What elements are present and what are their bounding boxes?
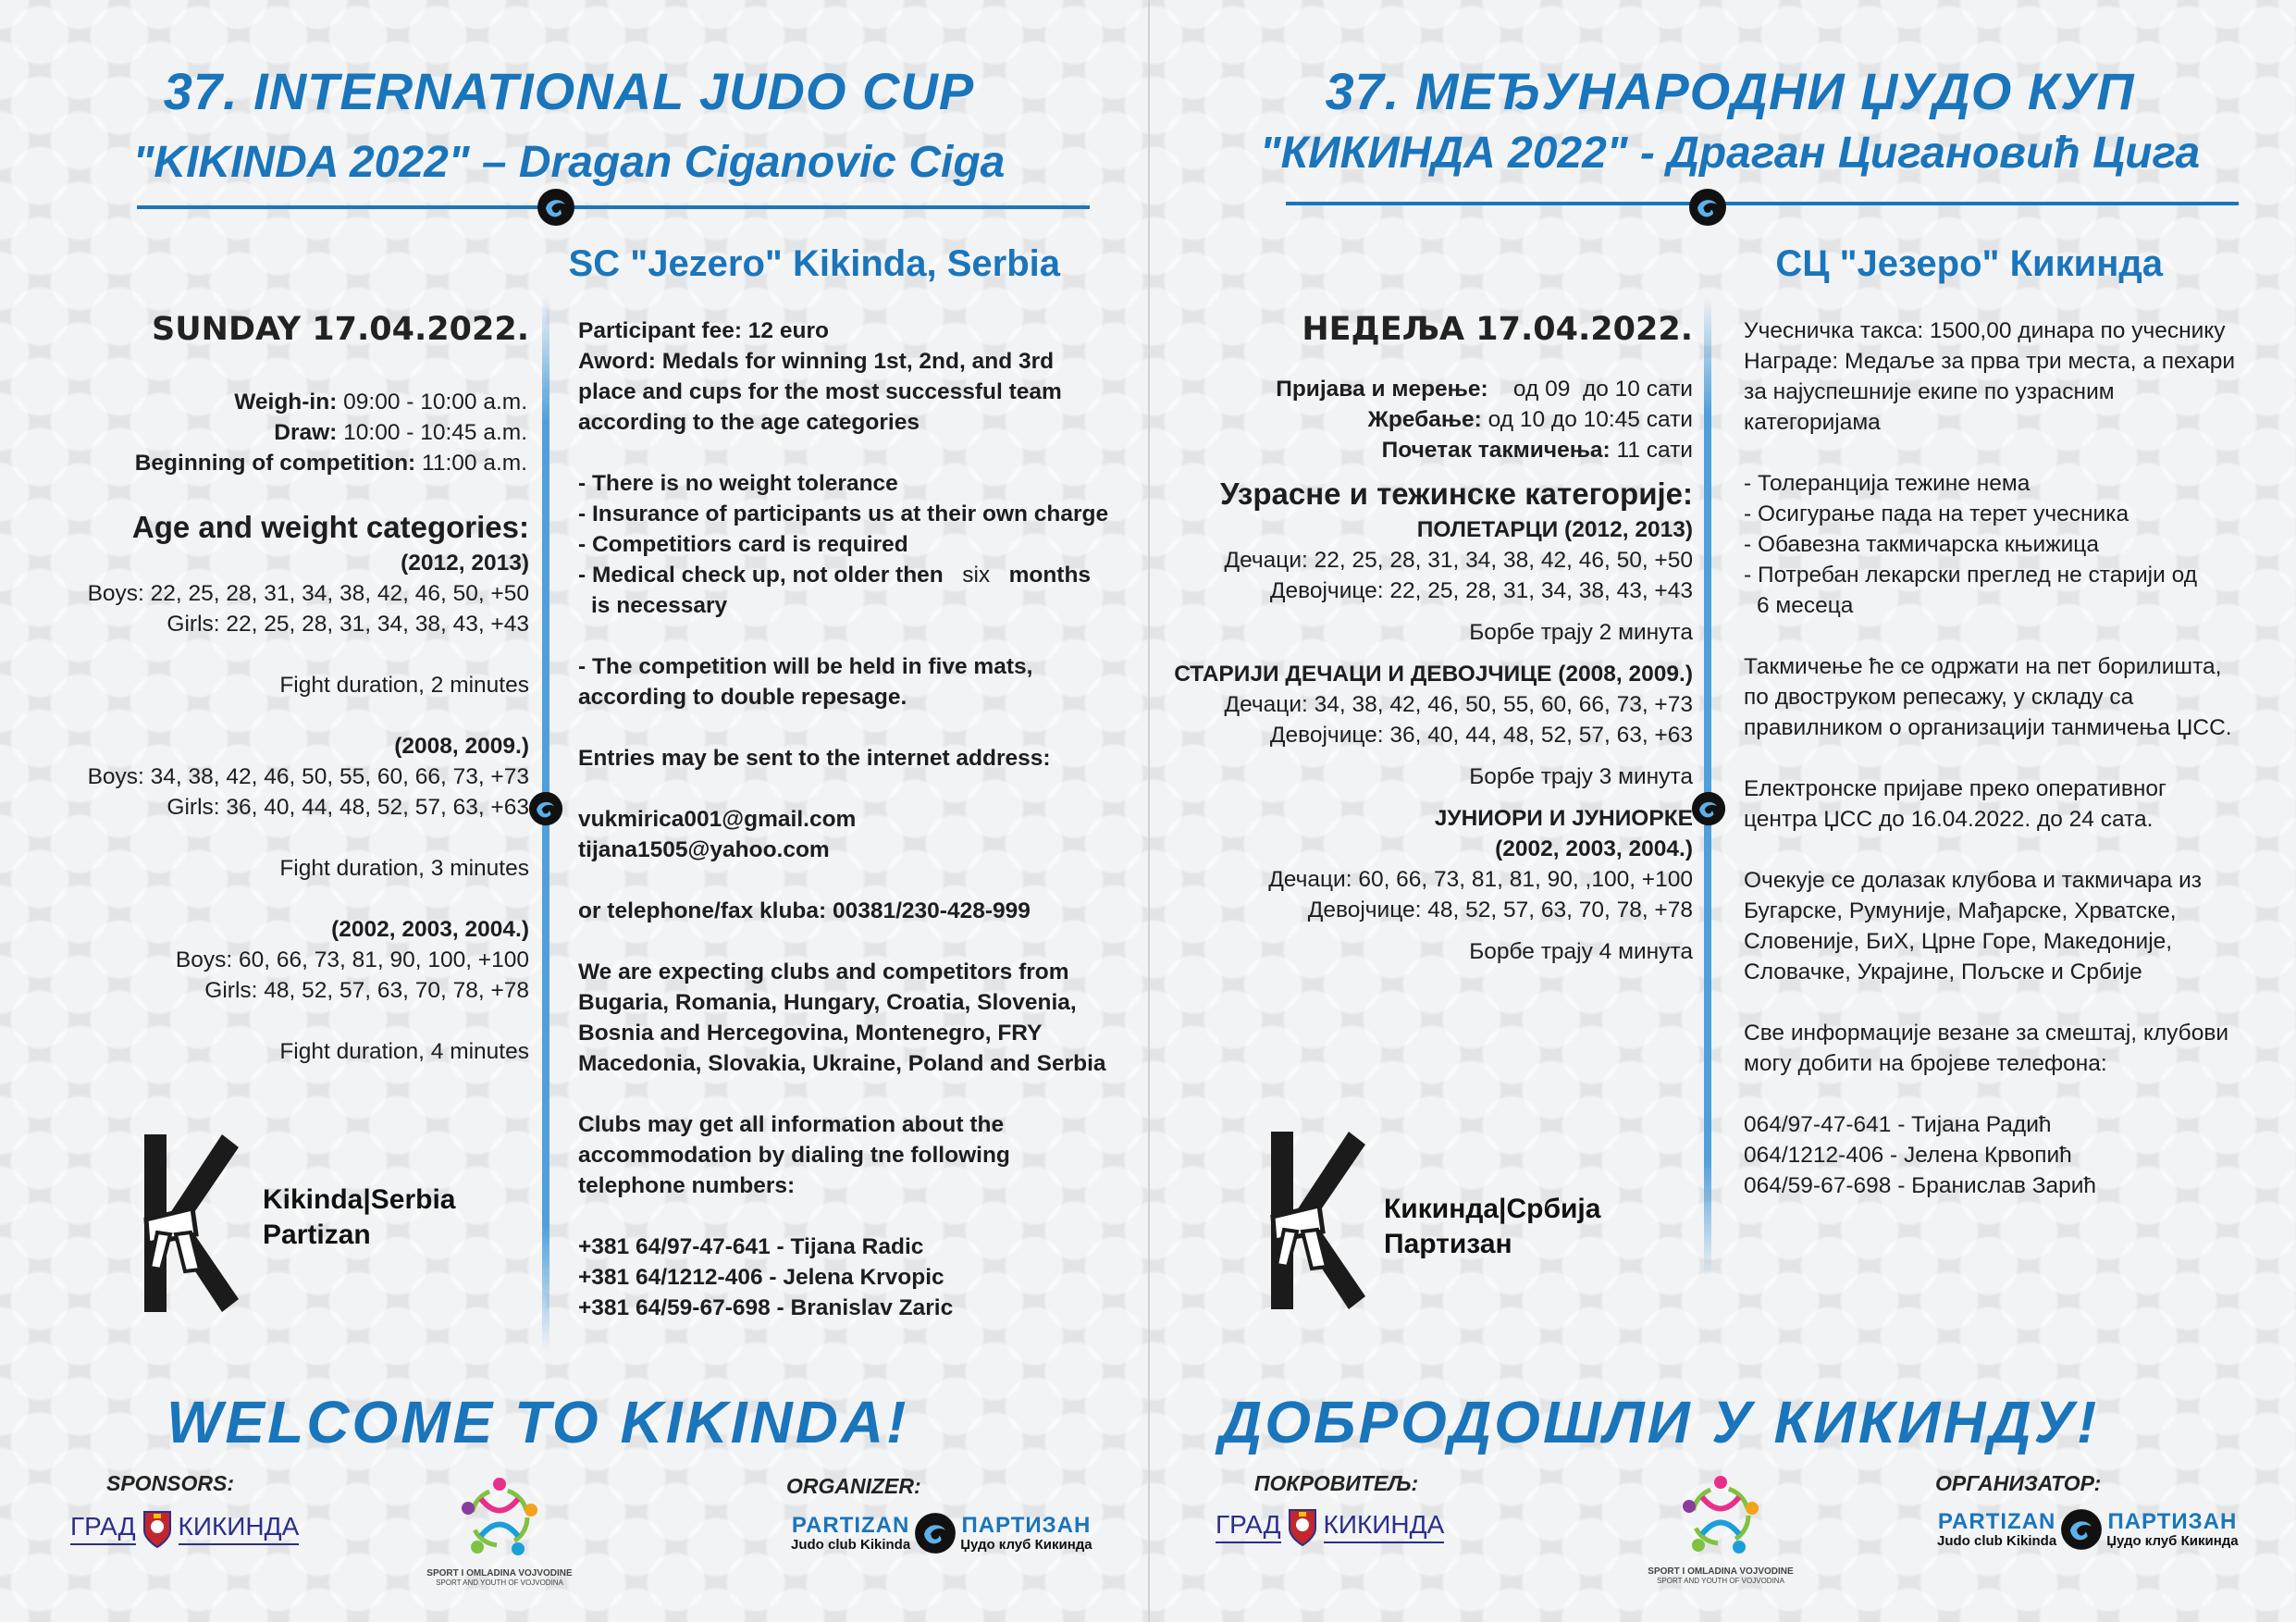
grad-kikinda-logo: [70, 1508, 299, 1549]
grad-text: ГРАД: [70, 1512, 136, 1545]
right-sponsors-label: ПОКРОВИТЕЉ:: [1254, 1471, 1419, 1495]
expect-text: We are expecting clubs and competitors from: [578, 960, 1069, 984]
clubs-text: могу добити на бројеве телефона:: [1744, 1051, 2107, 1076]
draw-value: од 10 до 10:45 сати: [1481, 407, 1693, 432]
sport-omladina-icon: [1674, 1469, 1767, 1562]
judo-emblem-icon: [1688, 188, 1727, 227]
rule-text: - There is no weight tolerance: [578, 471, 898, 496]
right-organizer-logo: [1937, 1508, 2239, 1551]
left-date: SUNDAY 17.04.2022.: [152, 311, 529, 348]
fee-text: Participant fee: 12 euro: [578, 318, 829, 343]
expect-text: Bosnia and Hercegovina, Montenegro, FRY: [578, 1021, 1043, 1046]
rule-text: - Осигурање пада на терет учесника: [1744, 501, 2129, 526]
group-boys: Дечаци: 60, 66, 73, 81, 81, 90, ,100, +100: [1268, 867, 1693, 892]
left-title-rule: [137, 205, 1090, 209]
group-boys: Дечаци: 22, 25, 28, 31, 34, 38, 42, 46, 50, +50: [1224, 548, 1693, 573]
group-years: (2002, 2003, 2004.): [1495, 836, 1693, 861]
group-girls: Девојчице: 36, 40, 44, 48, 52, 57, 63, +63: [1269, 723, 1693, 748]
draw-label: Жребање:: [1367, 407, 1482, 432]
rule-text: - Потребан лекарски преглед не старији од: [1744, 563, 2197, 588]
clubs-text: telephone numbers:: [578, 1173, 796, 1198]
categories-heading: Age and weight categories:: [131, 510, 529, 544]
org-sub: Judo club Kikinda: [1937, 1533, 2057, 1549]
group-years: (2012, 2013): [401, 551, 529, 576]
weigh-in-label: Пријава и мерење:: [1276, 377, 1488, 402]
left-organizer-label: ORGANIZER:: [786, 1474, 921, 1498]
grad-kikinda-logo: [1216, 1506, 1444, 1547]
group-girls: Girls: 22, 25, 28, 31, 34, 38, 43, +43: [167, 612, 529, 637]
contact-text: 064/59-67-698 - Бранислав Зарић: [1744, 1173, 2097, 1198]
rule-text: six: [962, 563, 991, 588]
judo-emblem-icon: [537, 188, 575, 227]
weigh-in-label: Weigh-in:: [234, 390, 338, 415]
left-title: 37. INTERNATIONAL JUDO CUP: [163, 62, 975, 120]
grad-text: ГРАД: [1216, 1510, 1281, 1543]
expect-text: Словеније, БиХ, Црне Горе, Македоније,: [1744, 929, 2173, 954]
org-name: ПАРТИЗАН: [2107, 1509, 2238, 1534]
entries-text: Електронске пријаве преко оперативног: [1744, 776, 2166, 801]
org-name: PARTIZAN: [1937, 1509, 2056, 1534]
rule-text: - Insurance of participants us at their own charge: [578, 501, 1109, 526]
logo-line: Кикинда|Србија: [1384, 1194, 1601, 1224]
award-text: according to the age categories: [578, 410, 920, 435]
sov-text: SPORT I OMLADINA VOJVODINE: [1648, 1566, 1794, 1577]
contact-text: +381 64/97-47-641 - Tijana Radic: [578, 1234, 924, 1259]
right-welcome: ДОБРОДОШЛИ У КИКИНДУ!: [1219, 1389, 2100, 1455]
draw-label: Draw:: [274, 420, 338, 445]
right-title-rule: [1286, 202, 2239, 205]
expect-text: Очекује се долазак клубова и такмичара из: [1744, 868, 2202, 893]
group-girls: Girls: 48, 52, 57, 63, 70, 78, +78: [204, 978, 529, 1003]
group-boys: Boys: 60, 66, 73, 81, 90, 100, +100: [175, 947, 529, 972]
right-info: [1744, 316, 2235, 1201]
email-link[interactable]: vukmirica001@gmail.com: [578, 807, 857, 832]
logo-line: Партизан: [1384, 1229, 1512, 1259]
judo-emblem-icon: [2060, 1508, 2103, 1551]
award-text: Aword: Medals for winning 1st, 2nd, and 3rd: [578, 349, 1055, 374]
org-sub: Џудо клуб Кикинда: [2106, 1533, 2239, 1549]
sport-omladina-logo: [407, 1471, 592, 1587]
group-years: СТАРИЈИ ДЕЧАЦИ И ДЕВОЈЧИЦЕ (2008, 2009.): [1174, 662, 1693, 687]
right-schedule: [1276, 374, 1693, 465]
grad-text: КИКИНДА: [179, 1512, 300, 1545]
expect-text: Bugaria, Romania, Hungary, Croatia, Slovenia,: [578, 990, 1077, 1015]
right-club-name: СЦ "Језеро" Кикинда: [1775, 243, 2163, 284]
group-years: ЈУНИОРИ И ЈУНИОРКЕ: [1434, 806, 1693, 831]
logo-line: Kikinda|Serbia: [263, 1184, 456, 1215]
rule-text: is necessary: [591, 593, 728, 618]
org-sub: Џудо клуб Кикинда: [960, 1537, 1092, 1553]
award-text: категоријама: [1744, 410, 1881, 435]
right-date: НЕДЕЉА 17.04.2022.: [1302, 311, 1693, 348]
expect-text: Macedonia, Slovakia, Ukraine, Poland and Serbia: [578, 1051, 1106, 1076]
left-subtitle: "KIKINDA 2022" – Dragan Ciganovic Ciga: [132, 138, 1006, 187]
contact-text: +381 64/59-67-698 - Branislav Zaric: [578, 1295, 954, 1320]
mats-text: правилником о организацији танмичења ЏСС.: [1744, 715, 2232, 740]
award-text: place and cups for the most successful team: [578, 379, 1062, 404]
city-crest-icon: [1287, 1506, 1318, 1547]
left-schedule: [135, 387, 527, 478]
rule-text: - Competitiors card is required: [578, 532, 908, 557]
start-label: Beginning of competition:: [134, 451, 416, 476]
group-years: (2008, 2009.): [394, 734, 529, 759]
org-name: ПАРТИЗАН: [961, 1513, 1092, 1538]
clubs-text: Clubs may get all information about the: [578, 1112, 1005, 1137]
phone-text: or telephone/fax kluba: 00381/230-428-999: [578, 898, 1031, 923]
sport-omladina-icon: [453, 1471, 546, 1564]
kikinda-k-logo-icon: [1265, 1123, 1367, 1318]
right-subtitle: "КИКИНДА 2022" - Драган Цигановић Цига: [1259, 129, 2201, 178]
group-duration: Борбе трају 4 минута: [1469, 939, 1693, 964]
left-welcome: WELCOME TO KIKINDA!: [167, 1389, 909, 1455]
left-organizer-logo: [791, 1512, 1092, 1554]
clubs-text: Све информације везане за смештај, клубови: [1744, 1021, 2229, 1046]
expect-text: Бугарске, Румуније, Мађарске, Хрватске,: [1744, 898, 2177, 923]
group-duration: Fight duration, 3 minutes: [279, 856, 529, 881]
rule-text: 6 месеца: [1757, 593, 1854, 618]
categories-heading: Узрасне и тежинске категорије:: [1220, 477, 1693, 511]
award-text: Награде: Медаље за прва три места, а пехари: [1744, 349, 2236, 374]
rule-text: months: [1008, 563, 1092, 588]
kikinda-k-logo-icon: [139, 1131, 241, 1316]
mats-text: по двоструком репесажу, у складу са: [1744, 685, 2134, 710]
weigh-in-value: 09:00 - 10:00 a.m.: [337, 390, 527, 415]
grad-text: КИКИНДА: [1324, 1510, 1445, 1543]
rule-text: - Обавезна такмичарска књижица: [1744, 532, 2099, 557]
judo-emblem-icon: [914, 1512, 957, 1554]
left-info: [578, 316, 1108, 1323]
start-value: 11:00 a.m.: [415, 451, 527, 476]
contact-text: 064/97-47-641 - Тијана Радић: [1744, 1112, 2052, 1137]
mats-text: according to double repesage.: [578, 685, 907, 710]
left-logo-text: [263, 1182, 455, 1253]
start-value: 11 сати: [1610, 438, 1693, 463]
org-name: PARTIZAN: [791, 1513, 910, 1538]
right-logo-text: [1384, 1192, 1600, 1262]
left-club-name: SC "Jezero" Kikinda, Serbia: [568, 243, 1060, 284]
award-text: за најуспешније екипе по узрасним: [1744, 379, 2115, 404]
right-organizer-label: ОРГАНИЗАТОР:: [1935, 1471, 2102, 1495]
group-duration: Борбе трају 3 минута: [1469, 764, 1693, 789]
sov-subtext: SPORT AND YOUTH OF VOJVODINA: [1657, 1577, 1784, 1585]
group-years: (2002, 2003, 2004.): [331, 917, 529, 942]
rule-text: - Medical check up, not older then: [578, 563, 944, 588]
right-title: 37. МЕЂУНАРОДНИ ЏУДО КУП: [1325, 62, 2135, 120]
sov-subtext: SPORT AND YOUTH OF VOJVODINA: [436, 1579, 563, 1587]
mats-text: Такмичење ће се одржати на пет борилишта,: [1744, 654, 2222, 679]
clubs-text: accommodation by dialing tne following: [578, 1143, 1010, 1168]
fee-text: Учесничка такса: 1500,00 динара по учеснику: [1744, 318, 2226, 343]
sport-omladina-logo: [1628, 1469, 1813, 1585]
group-girls: Девојчице: 48, 52, 57, 63, 70, 78, +78: [1307, 898, 1693, 922]
contact-text: 064/1212-406 - Јелена Крвопић: [1744, 1143, 2072, 1168]
left-categories: [88, 507, 529, 1067]
mats-text: - The competition will be held in five mats,: [578, 654, 1033, 679]
group-boys: Boys: 22, 25, 28, 31, 34, 38, 42, 46, 50, +50: [87, 581, 529, 606]
group-boys: Boys: 34, 38, 42, 46, 50, 55, 60, 66, 73, +73: [87, 764, 529, 789]
page-fold: [1148, 0, 1150, 1622]
judo-emblem-icon: [528, 791, 563, 826]
judo-emblem-icon: [1691, 791, 1726, 826]
group-years: ПОЛЕТАРЦИ (2012, 2013): [1416, 517, 1693, 542]
rule-text: - Толеранција тежине нема: [1744, 471, 2031, 496]
entries-text: Entries may be sent to the internet address:: [578, 746, 1051, 771]
group-duration: Fight duration, 2 minutes: [279, 673, 529, 698]
weigh-in-value: од 09 до 10 сати: [1487, 377, 1693, 402]
right-column-divider: [1704, 296, 1711, 1277]
org-sub: Judo club Kikinda: [791, 1537, 911, 1553]
sov-text: SPORT I OMLADINA VOJVODINE: [426, 1568, 573, 1579]
expect-text: Словачке, Украјине, Пољске и Србије: [1744, 960, 2142, 984]
logo-line: Partizan: [263, 1220, 371, 1250]
group-boys: Дечаци: 34, 38, 42, 46, 50, 55, 60, 66, 73, +73: [1224, 692, 1693, 717]
contact-text: +381 64/1212-406 - Jelena Krvopic: [578, 1265, 944, 1290]
right-categories: [1174, 474, 1693, 967]
left-sponsors-label: SPONSORS:: [106, 1471, 235, 1495]
city-crest-icon: [142, 1508, 173, 1549]
draw-value: 10:00 - 10:45 a.m.: [337, 420, 527, 445]
entries-text: центра ЏСС до 16.04.2022. до 24 сата.: [1744, 807, 2154, 832]
group-girls: Girls: 36, 40, 44, 48, 52, 57, 63, +63: [167, 795, 529, 820]
group-duration: Борбе трају 2 минута: [1469, 620, 1693, 645]
group-girls: Девојчице: 22, 25, 28, 31, 34, 38, 43, +43: [1269, 578, 1693, 603]
group-duration: Fight duration, 4 minutes: [279, 1039, 529, 1064]
email-link[interactable]: tijana1505@yahoo.com: [578, 837, 830, 862]
start-label: Почетак такмичења:: [1381, 438, 1611, 463]
